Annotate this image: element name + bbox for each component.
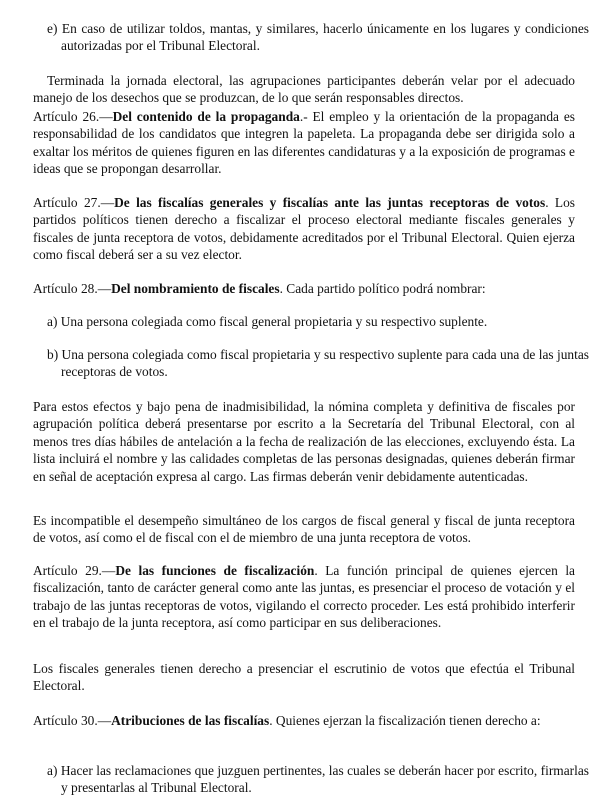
article-28-paragraph-2: Es incompatible el desempeño simultáneo de los cargos de fiscal general y fiscal de junta receptora de votos, así como el de fiscal con el de miembro de una junta receptora de votos.	[33, 513, 575, 546]
article-28-heading: Del nombramiento de fiscales	[111, 281, 280, 296]
article-30	[33, 712, 575, 729]
article-28-paragraph-1: Para estos efectos y bajo pena de inadmisibilidad, la nómina completa y definitiva de fiscales por agrupación política deberá presentarse por escrito a la Secretaría del Tribunal Electoral, con al menos tres días hábiles de antelación a la fecha de realización de las elecciones, excluyendo ésta. La lista incluirá el nombre y las calidades completas de las personas designadas, quienes deberán firmar en señal de aceptación expresa al cargo. Las firmas deberán venir debidamente autenticadas.	[33, 399, 575, 484]
article-29-heading: De las funciones de fiscalización	[115, 563, 315, 578]
closing-paragraph: Terminada la jornada electoral, las agrupaciones participantes deberán velar por el adecuado manejo de los desechos que se produzcan, de lo que serán responsables directos.	[33, 73, 575, 106]
article-28-item-b: b) Una persona colegiada como fiscal propietaria y su respectivo suplente para cada una de las juntas receptoras de votos.	[47, 347, 589, 380]
article-28-body: . Cada partido político podrá nombrar:	[279, 281, 486, 296]
article-29	[33, 562, 575, 632]
article-27-body: . Los partidos políticos tienen derecho a fiscalizar el proceso electoral mediante fiscales generales y fiscales de junta receptora de votos, debidamente acreditados por el Tribunal Electoral. Quien ejerza como fiscal deberá ser a su vez elector.	[33, 195, 575, 263]
article-30-body: . Quienes ejerzan la fiscalización tienen derecho a:	[269, 713, 541, 728]
article-29-body: . La función principal de quienes ejercen la fiscalización, tanto de carácter general como ante las juntas, es presenciar el proceso de votación y el trabajo de las juntas receptoras de votos, vigilando el correcto proceder. Les está prohibido interferir en el trabajo de la junta receptora, así como participar en sus deliberaciones.	[33, 563, 575, 631]
article-26-body: .- El empleo y la orientación de la propaganda es responsabilidad de los candidatos que integren la papeleta. La propaganda debe ser dirigida solo a exaltar los méritos de quienes figuren en las diferentes candidaturas y a la exposición de programas e ideas que se propongan desarrollar.	[33, 109, 575, 177]
article-27-number: Artículo 27.—	[33, 195, 115, 210]
article-26-heading: Del contenido de la propaganda	[112, 109, 300, 124]
article-27	[33, 194, 575, 264]
article-29-number: Artículo 29.—	[33, 563, 116, 578]
article-27-heading: De las fiscalías generales y fiscalías ante las juntas receptoras de votos	[114, 195, 546, 210]
article-28	[33, 280, 575, 297]
article-30-item-a: a) Hacer las reclamaciones que juzguen pertinentes, las cuales se deberán hacer por escrito, firmarlas y presentarlas al Tribunal Electoral.	[47, 763, 589, 796]
article-30-heading: Atribuciones de las fiscalías	[111, 713, 270, 728]
article-26	[33, 108, 575, 178]
article-28-number: Artículo 28.—	[33, 281, 112, 296]
article-30-number: Artículo 30.—	[33, 713, 112, 728]
article-28-item-a: a) Una persona colegiada como fiscal general propietaria y su respectivo suplente.	[47, 314, 488, 329]
list-item-e: e) En caso de utilizar toldos, mantas, y similares, hacerlo únicamente en los lugares y condiciones autorizadas por el Tribunal Electoral.	[47, 21, 589, 54]
article-26-number: Artículo 26.—	[33, 109, 113, 124]
article-29-paragraph-1: Los fiscales generales tienen derecho a presenciar el escrutinio de votos que efectúa el Tribunal Electoral.	[33, 661, 575, 694]
